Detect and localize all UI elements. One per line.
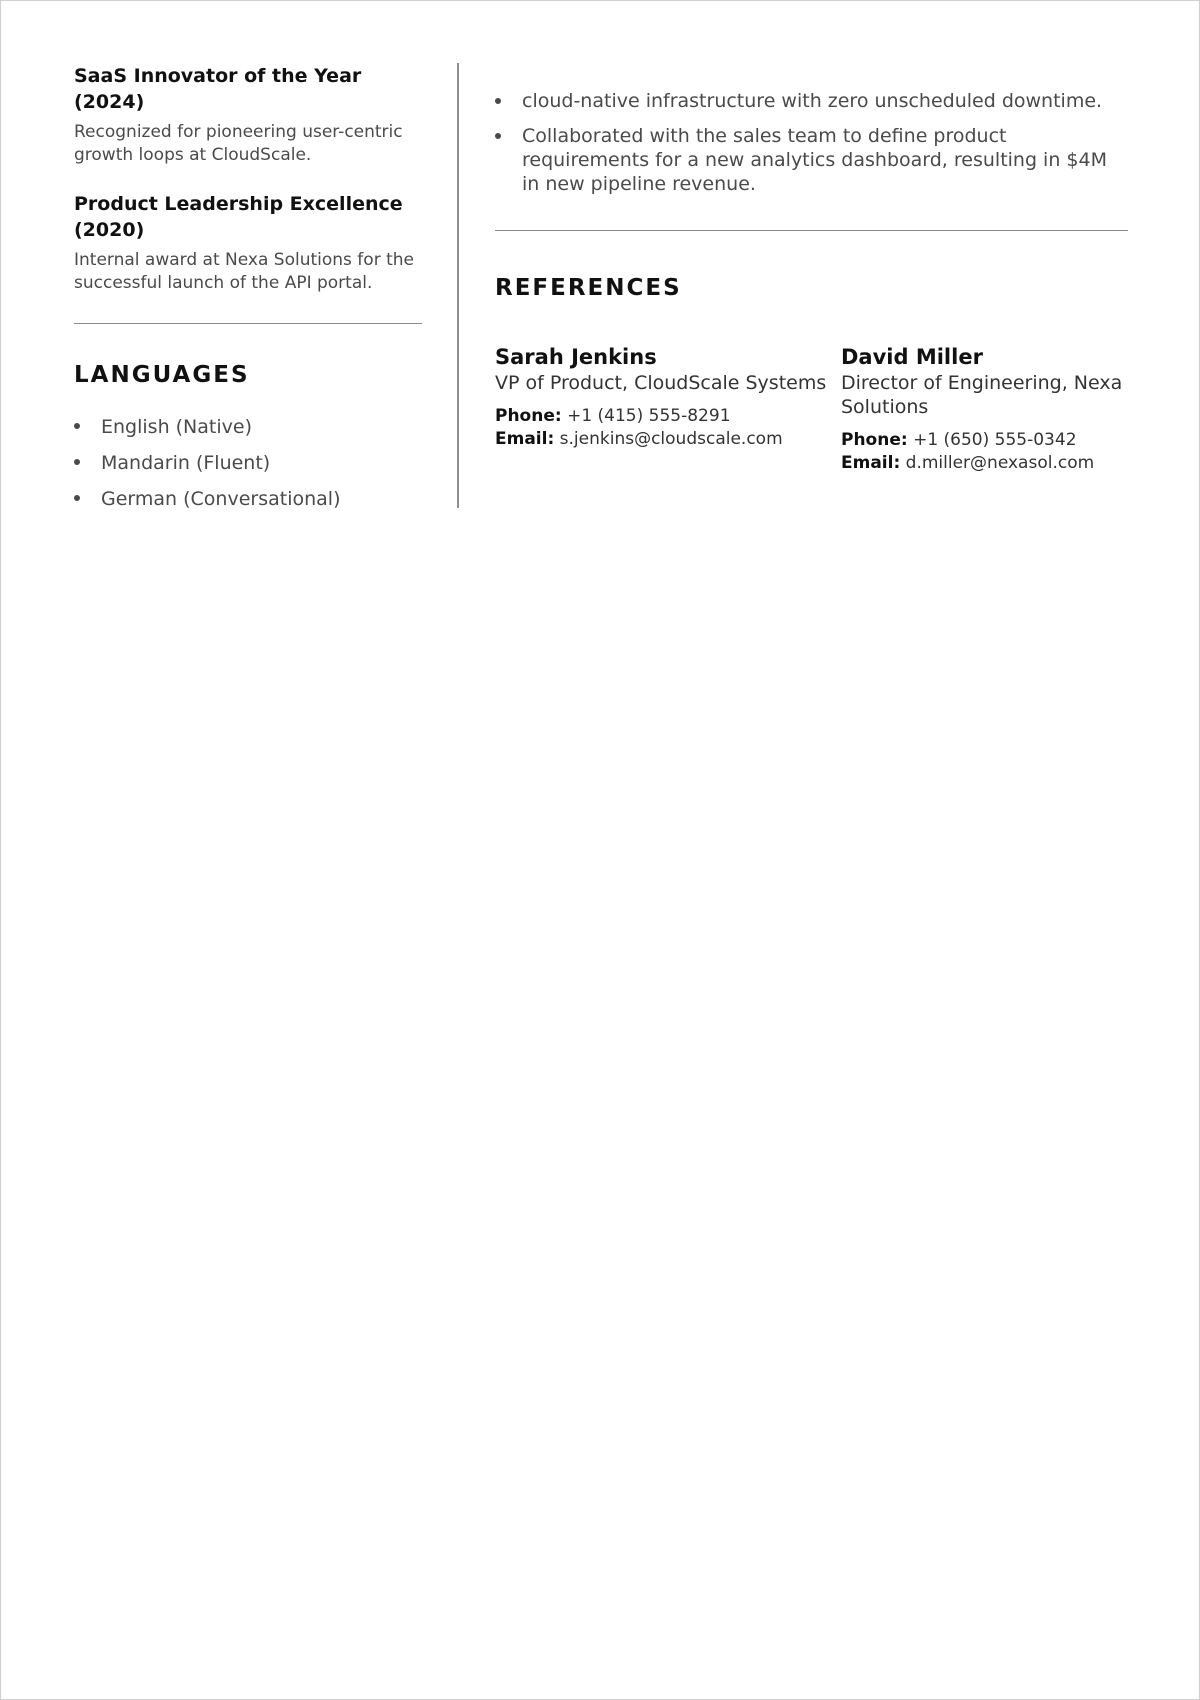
right-column bbox=[495, 63, 1128, 475]
award-description: Internal award at Nexa Solutions for the successful launch of the API portal. bbox=[74, 250, 414, 293]
experience-bullet-text: cloud-native infrastructure with zero unscheduled downtime. bbox=[522, 90, 1103, 112]
reference-contact bbox=[495, 405, 841, 451]
email-label: Email: bbox=[841, 453, 901, 473]
award-title: Product Leadership Excellence (2020) bbox=[74, 193, 403, 241]
bullet-icon bbox=[495, 133, 501, 139]
experience-bullets bbox=[495, 89, 1128, 196]
reference-phone: +1 (415) 555-8291 bbox=[567, 406, 731, 426]
experience-bullet bbox=[495, 124, 1128, 196]
reference-email: s.jenkins@cloudscale.com bbox=[559, 429, 783, 449]
language-label: English (Native) bbox=[101, 416, 252, 438]
bullet-icon bbox=[74, 495, 80, 501]
references-grid bbox=[495, 343, 1128, 475]
reference-email: d.miller@nexasol.com bbox=[905, 453, 1095, 473]
left-column bbox=[74, 63, 422, 512]
email-label: Email: bbox=[495, 429, 555, 449]
language-label: German (Conversational) bbox=[101, 488, 341, 510]
language-item bbox=[74, 486, 422, 512]
award-item bbox=[74, 191, 422, 295]
reference-title: VP of Product, CloudScale Systems bbox=[495, 372, 827, 394]
reference-name: Sarah Jenkins bbox=[495, 345, 657, 369]
column-divider bbox=[457, 63, 459, 508]
bullet-icon bbox=[495, 98, 501, 104]
section-divider bbox=[74, 323, 422, 324]
reference-phone: +1 (650) 555-0342 bbox=[913, 430, 1077, 450]
award-item bbox=[74, 63, 422, 167]
reference-card bbox=[841, 343, 1128, 475]
section-divider bbox=[495, 230, 1128, 231]
award-description: Recognized for pioneering user-centric growth loops at CloudScale. bbox=[74, 122, 403, 165]
bullet-icon bbox=[74, 459, 80, 465]
reference-phone-line bbox=[841, 429, 1128, 452]
languages-heading: LANGUAGES bbox=[74, 362, 250, 388]
reference-name: David Miller bbox=[841, 345, 983, 369]
language-label: Mandarin (Fluent) bbox=[101, 452, 271, 474]
experience-bullet bbox=[495, 89, 1128, 113]
reference-contact bbox=[841, 429, 1128, 475]
reference-phone-line bbox=[495, 405, 841, 428]
phone-label: Phone: bbox=[841, 430, 908, 450]
phone-label: Phone: bbox=[495, 406, 562, 426]
references-heading: REFERENCES bbox=[495, 275, 682, 301]
languages-list bbox=[74, 414, 422, 512]
award-title: SaaS Innovator of the Year (2024) bbox=[74, 65, 362, 113]
experience-bullet-text: Collaborated with the sales team to define product requirements for a new analytics dashboard, resulting in $4M in new pipeline revenue. bbox=[522, 125, 1107, 195]
reference-title: Director of Engineering, Nexa Solutions bbox=[841, 372, 1123, 418]
reference-card bbox=[495, 343, 841, 475]
language-item bbox=[74, 450, 422, 476]
reference-email-line bbox=[495, 428, 841, 451]
reference-email-line bbox=[841, 452, 1128, 475]
language-item bbox=[74, 414, 422, 440]
bullet-icon bbox=[74, 423, 80, 429]
